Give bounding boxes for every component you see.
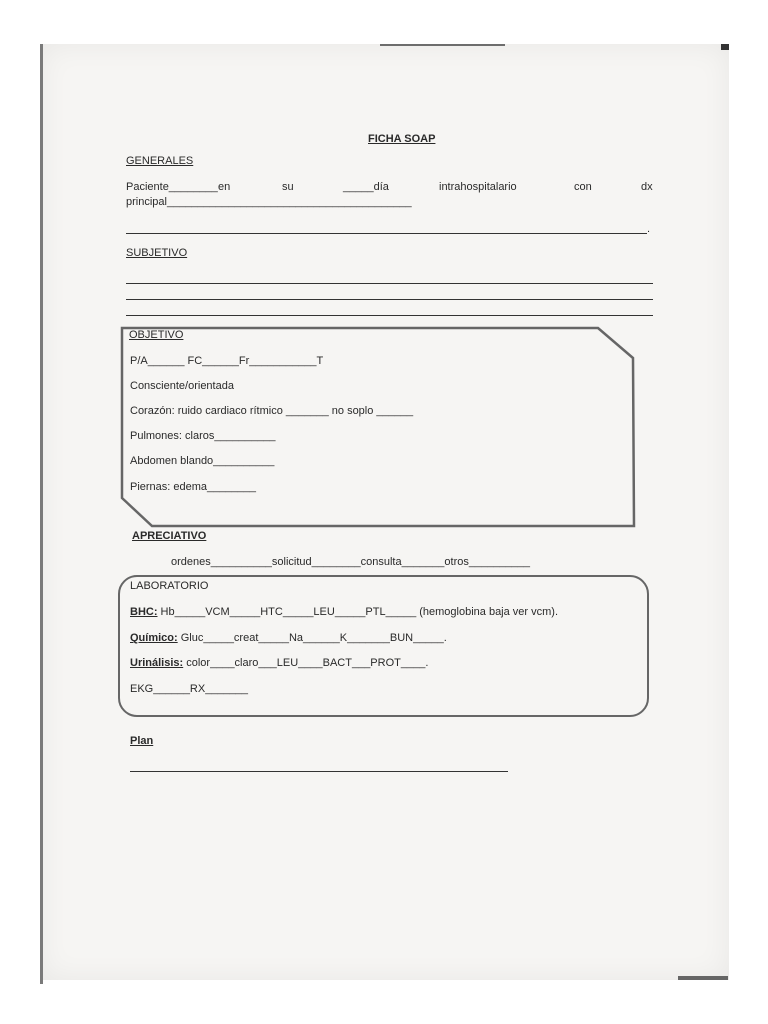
generales-word-intrahospitalario: intrahospitalario <box>439 181 517 193</box>
laboratorio-heading: LABORATORIO <box>130 580 209 592</box>
bhc-label: BHC: <box>130 606 158 618</box>
bhc-row[interactable] <box>130 606 558 619</box>
quimico-row[interactable] <box>130 632 447 645</box>
ekg-rx-fields[interactable]: EKG______RX_______ <box>130 683 249 695</box>
generales-heading: GENERALES <box>126 155 194 167</box>
dia-field[interactable]: _____día <box>343 181 389 193</box>
quimico-fields[interactable]: Gluc_____creat_____Na______K_______BUN_____. <box>177 632 447 644</box>
urinalisis-row[interactable] <box>130 657 428 670</box>
generales-word-su: su <box>282 181 294 193</box>
page-title: FICHA SOAP <box>368 133 436 145</box>
subjetivo-heading: SUBJETIVO <box>126 247 188 259</box>
urinalisis-fields[interactable]: color____claro___LEU____BACT___PROT____. <box>183 657 429 669</box>
plan-line[interactable] <box>130 771 508 772</box>
bhc-fields[interactable]: Hb_____VCM_____HTC_____LEU_____PTL_____ (hemoglobina baja ver vcm). <box>157 606 559 618</box>
pulmones-field[interactable]: Pulmones: claros__________ <box>130 430 276 442</box>
subjetivo-line-1[interactable] <box>126 283 653 284</box>
vitals-fields[interactable]: P/A______ FC______Fr___________T <box>130 355 324 367</box>
generales-word-en: en <box>218 181 231 193</box>
plan-heading: Plan <box>130 735 154 747</box>
urinalisis-label: Urinálisis: <box>130 657 184 669</box>
subjetivo-line-2[interactable] <box>126 299 653 300</box>
corazon-field[interactable]: Corazón: ruido cardiaco rítmico _______ no soplo ______ <box>130 405 414 417</box>
dx-line[interactable] <box>126 233 647 234</box>
piernas-field[interactable]: Piernas: edema________ <box>130 481 256 493</box>
apreciativo-heading: APRECIATIVO <box>132 530 207 542</box>
paciente-field[interactable]: Paciente________ <box>126 181 218 193</box>
abdomen-field[interactable]: Abdomen blando__________ <box>130 455 275 467</box>
principal-field[interactable]: principal________________________________________ <box>126 196 412 208</box>
quimico-label: Químico: <box>130 632 178 644</box>
subjetivo-line-3[interactable] <box>126 315 653 316</box>
generales-word-dx: dx <box>641 181 653 193</box>
objetivo-heading: OBJETIVO <box>129 329 184 341</box>
apreciativo-fields[interactable]: ordenes__________solicitud________consulta_______otros__________ <box>171 556 531 568</box>
generales-word-con: con <box>574 181 592 193</box>
dx-line-end: . <box>647 223 651 235</box>
consciente-text: Consciente/orientada <box>130 380 234 392</box>
